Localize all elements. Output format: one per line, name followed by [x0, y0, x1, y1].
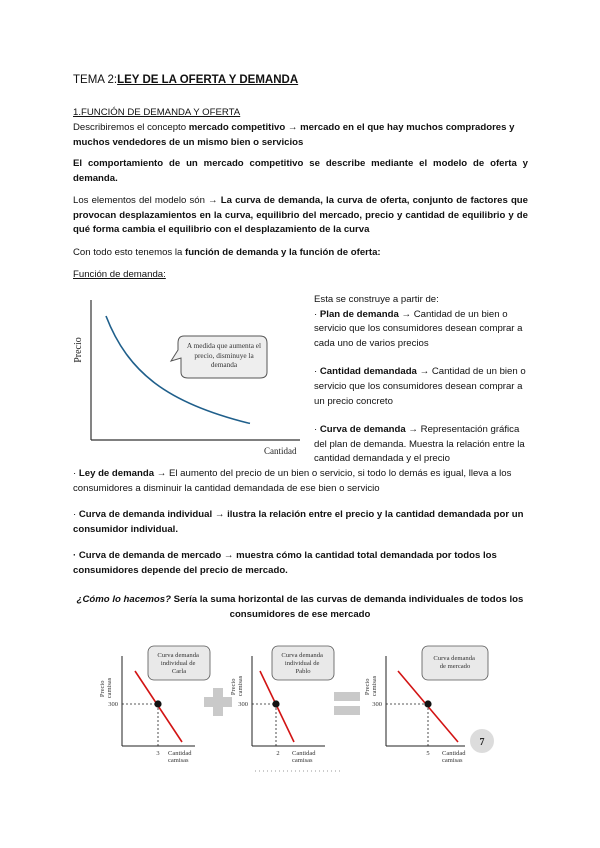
y-axis-label: Precio	[73, 337, 84, 363]
mini-pablo-ytick: 300	[238, 701, 248, 708]
question-text: Sería la suma horizontal de las curvas de demanda individuales de todos los consumidores de ese mercado	[170, 594, 524, 620]
tema-title: LEY DE LA OFERTA Y DEMANDA	[117, 74, 299, 86]
tema-label: TEMA 2:	[73, 74, 118, 86]
p1-bold: mercado competitivo → mercado en el que hay muchos compradores y muchos vendedores de un mismo bien o servicios	[73, 122, 515, 148]
bullet-2-bold: Curva de demanda de mercado	[78, 550, 222, 561]
market-demand-figure	[80, 636, 520, 776]
mini-carla-xtick: 3	[156, 750, 160, 757]
p3-bold: La curva de demanda, la curva de oferta, conjunto de factores que provocan desplazamientos en la curva, equilibrio del mercado, precio y cantidad de equilibrio y de qué forma cambia el equilibrio con el desplazamiento de la curva	[73, 195, 528, 236]
right-item-cantidad: · Cantidad demandada → Cantidad de un bien o servicio que los consumidores desean comprar a un precio concreto	[314, 366, 526, 407]
bullet-curva-individual: · Curva de demanda individual → ilustra la relación entre el precio y la cantidad demandada por un consumidor individual.	[73, 509, 524, 535]
p1-text: Describiremos el concepto	[73, 122, 189, 133]
mini-box-carla-text: Curva demanda individual de Carla	[157, 652, 199, 675]
callout-text: A medida que aumenta el precio, disminuye la demanda	[186, 341, 262, 369]
equals-icon	[334, 692, 360, 715]
page-number: 7	[479, 737, 485, 748]
p4-text: Con todo esto tenemos la	[73, 247, 185, 258]
right-item-curva: · Curva de demanda → Representación gráfica del plan de demanda. Muestra la relación entre la cantidad demandada y el precio	[314, 424, 525, 465]
right-item-plan: · Plan de demanda → Cantidad de un bien o servicio que los consumidores desean comprar a cada uno de varios precios	[314, 308, 523, 349]
right-item-cantidad-bold: Cantidad demandada	[319, 366, 417, 378]
mini-box-pablo-text: Curva demanda individual de Pablo	[281, 652, 323, 675]
mini-chart-carla	[99, 646, 210, 764]
bullet-0-text: → El aumento del precio de un bien o servicio, si todo lo demás es igual, lleva a los consumidores a disminuir la cantidad demandada de ese bien o servicio	[73, 468, 512, 494]
mini-chart-pablo	[230, 646, 342, 771]
right-item-curva-bold: Curva de demanda	[319, 424, 406, 436]
right-column	[314, 293, 529, 467]
right-item-curva-text: → Representación gráfica del plan de demanda. Muestra la relación entre la cantidad demandada y el precio	[314, 424, 525, 465]
p3-text: Los elementos del modelo són →	[73, 195, 221, 206]
bullet-1-bold: Curva de demanda individual	[78, 509, 213, 520]
page-title	[73, 74, 298, 86]
mini-pablo-xtick: 2	[276, 750, 280, 757]
right-item-plan-bold: Plan de demanda	[319, 308, 399, 320]
mini-mercado-xtick: 5	[426, 750, 430, 757]
subheading-funcion-demanda: Función de demanda:	[73, 269, 166, 280]
p4-bold: función de demanda y la función de oferta:	[185, 247, 381, 258]
right-item-cantidad-text: → Cantidad de un bien o servicio que los consumidores desean comprar a un precio concreto	[314, 366, 526, 407]
section-heading: 1.FUNCIÓN DE DEMANDA Y OFERTA	[73, 107, 241, 118]
mini-mercado-ytick: 300	[372, 701, 382, 708]
bullet-0-bold: Ley de demanda	[78, 468, 155, 479]
mini-carla-xlabel: Cantidad camisas	[168, 750, 192, 764]
mini-pablo-ylabel: Precio camisas	[230, 675, 244, 697]
paragraph-funciones	[73, 246, 528, 261]
question-italic: ¿Cómo lo hacemos?	[76, 594, 171, 605]
mini-pablo-point	[272, 700, 279, 707]
mini-mercado-xlabel: Cantidad camisas	[442, 750, 466, 764]
paragraph-elementos	[73, 194, 528, 238]
plus-icon	[204, 688, 232, 716]
bullet-2-text: → muestra cómo la cantidad total demandada por todos los consumidores depende del precio de mercado.	[73, 550, 497, 576]
page-number-badge	[470, 729, 494, 753]
mini-carla-ytick: 300	[108, 701, 118, 708]
demand-curve-chart	[68, 288, 308, 458]
paragraph-modelo: El comportamiento de un mercado competitivo se describe mediante el modelo de oferta y demanda.	[73, 158, 528, 184]
mini-mercado-ylabel: Precio camisas	[364, 675, 378, 697]
right-item-plan-text: → Cantidad de un bien o servicio que los consumidores desean comprar a cada uno de varios precios	[314, 308, 523, 349]
paragraph-mercado	[73, 121, 528, 150]
bullet-1-text: → ilustra la relación entre el precio y la cantidad demandada por un consumidor individual.	[73, 509, 524, 535]
mini-pablo-xlabel: Cantidad camisas	[292, 750, 316, 764]
mini-chart-mercado	[364, 646, 488, 764]
bullet-ley-demanda: · Ley de demanda → El aumento del precio de un bien o servicio, si todo lo demás es igual, lleva a los consumidores a disminuir la cantidad demandada de ese bien o servicio	[73, 468, 512, 494]
bullet-curva-mercado: · Curva de demanda de mercado → muestra cómo la cantidad total demandada por todos los consumidores depende del precio de mercado.	[73, 550, 497, 576]
x-axis-label: Cantidad	[264, 446, 297, 456]
mini-mercado-point	[424, 700, 431, 707]
mini-carla-ylabel: Precio camisas	[99, 677, 113, 699]
mini-box-mercado-text: Curva demanda de mercado	[433, 655, 475, 670]
question-paragraph	[75, 593, 525, 622]
mini-carla-point	[154, 700, 161, 707]
right-intro: Esta se construye a partir de:	[314, 294, 439, 305]
